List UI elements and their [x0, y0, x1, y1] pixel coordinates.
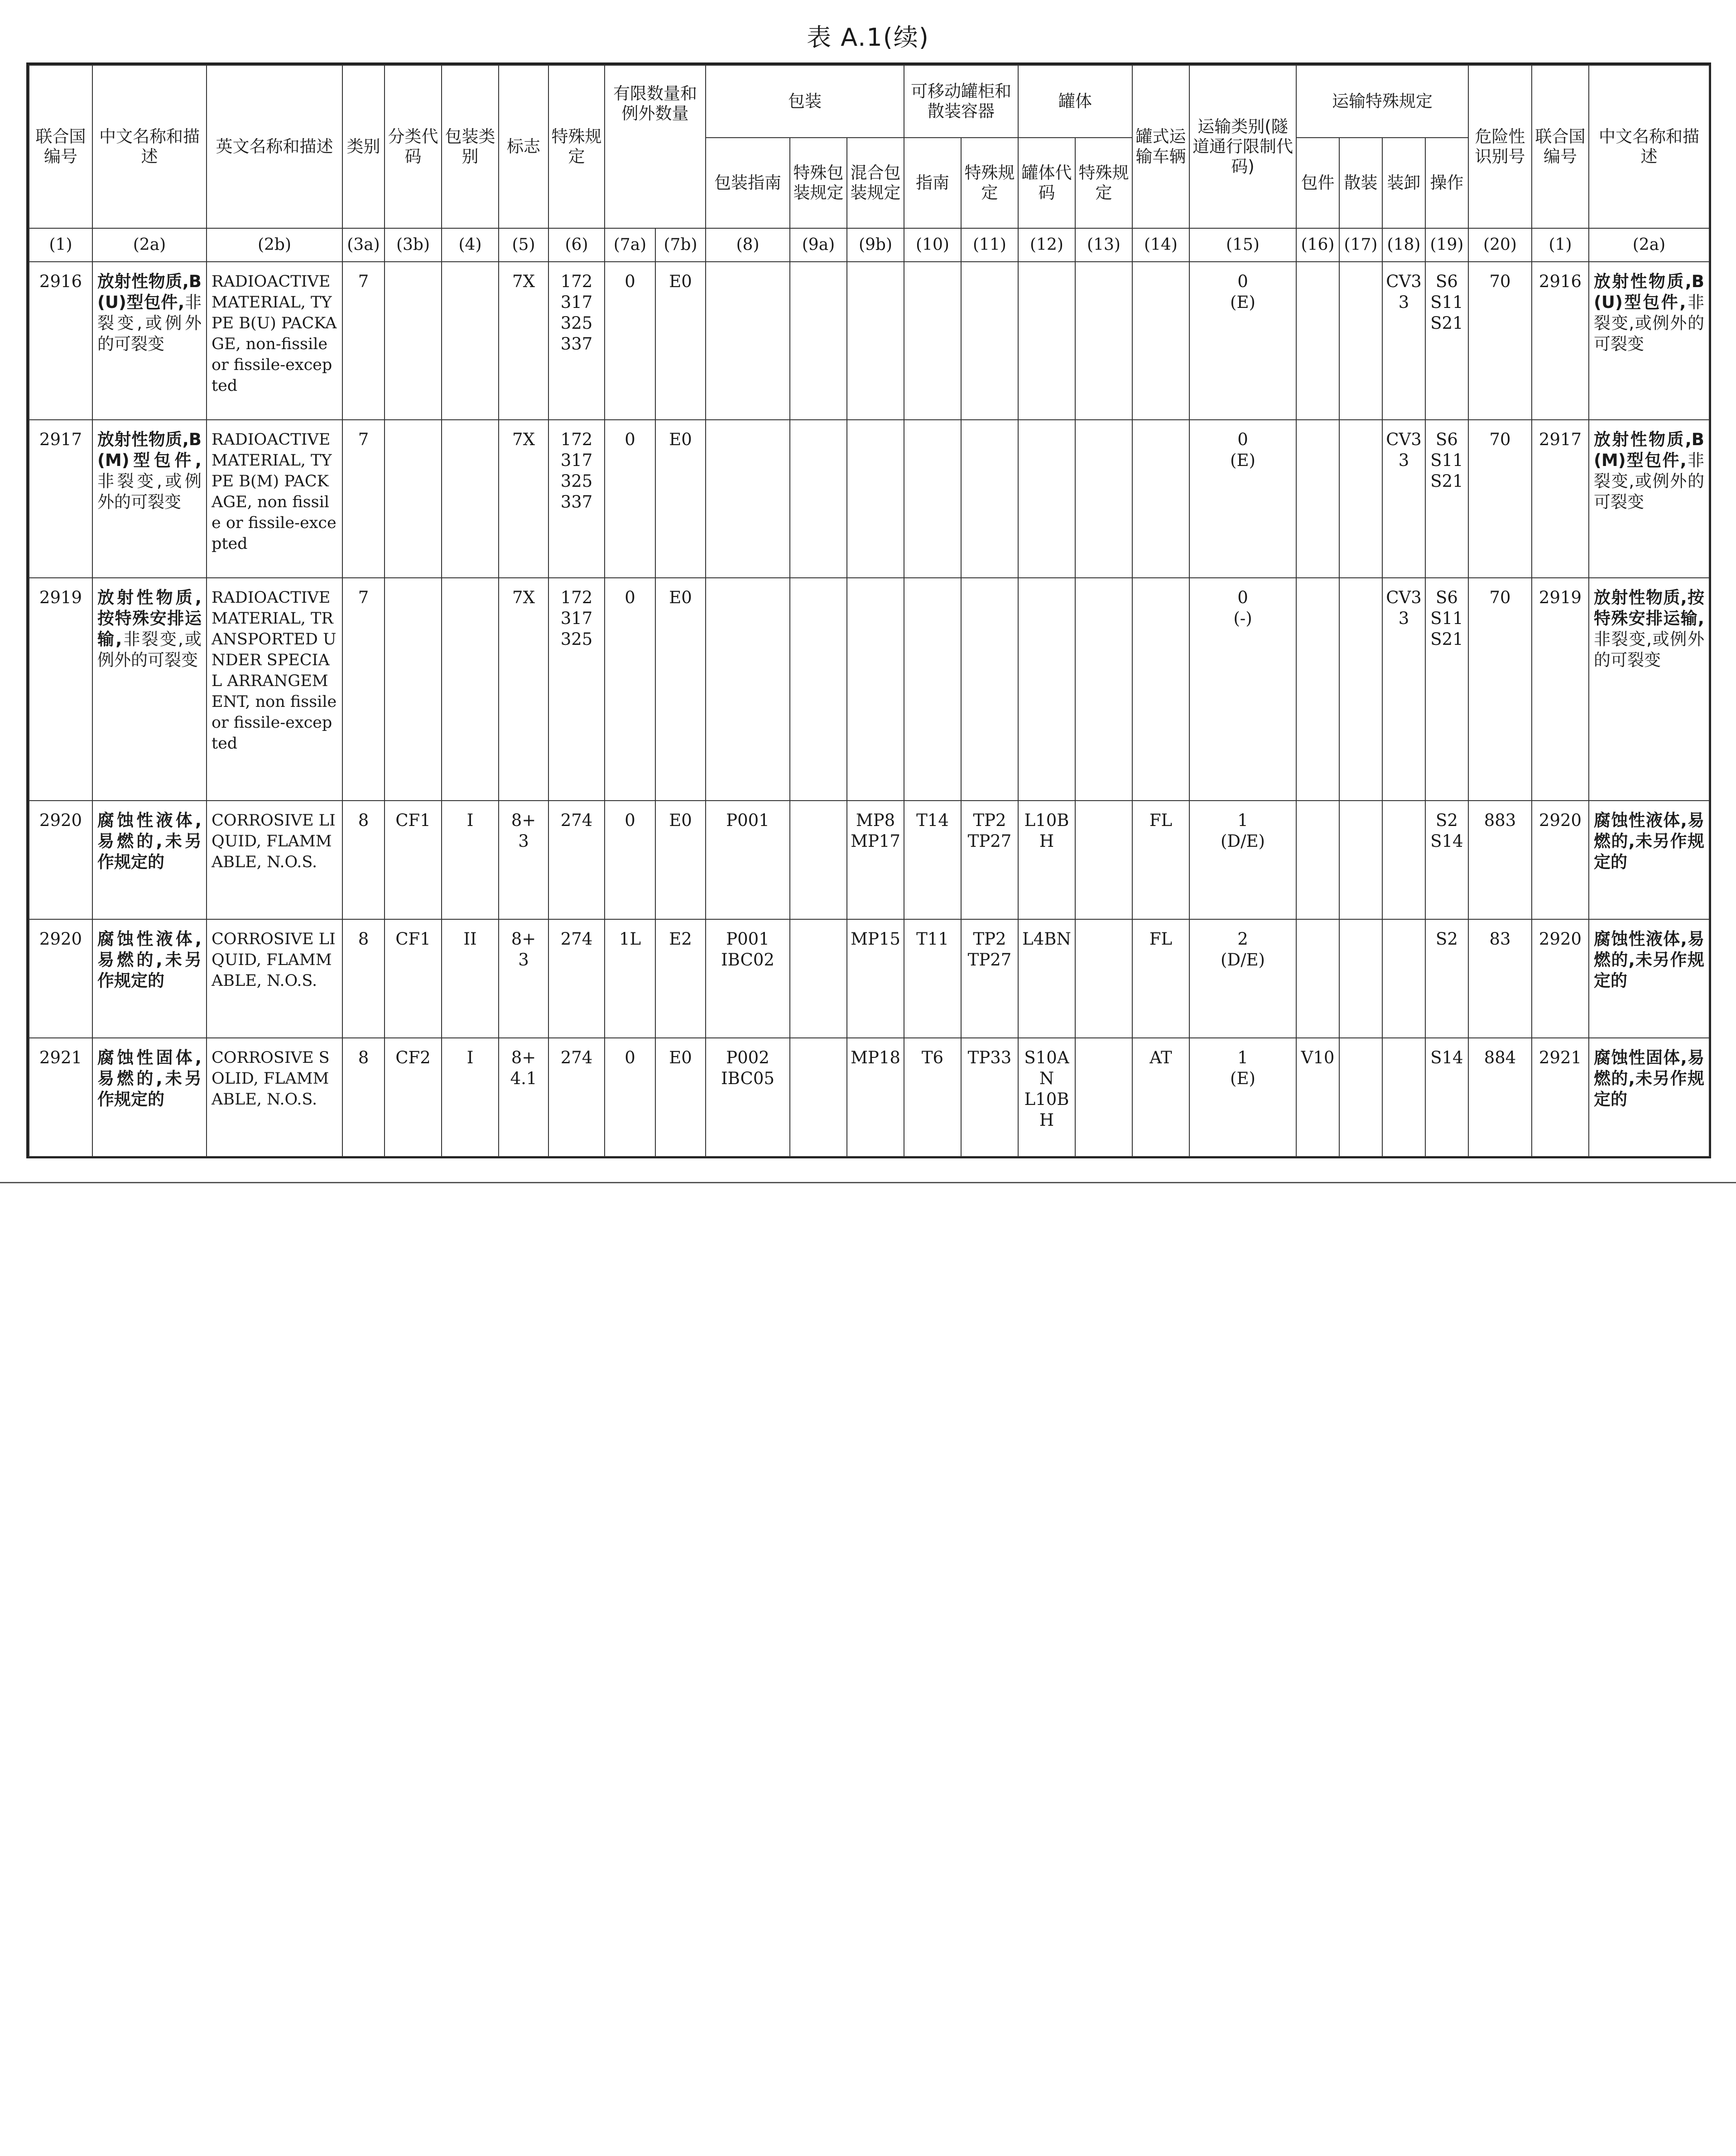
cell-c7b: E0 [655, 1038, 706, 1157]
cell-c15: 0 (E) [1189, 262, 1296, 420]
cell-c7a: 0 [605, 420, 655, 578]
cell-c13 [1075, 262, 1132, 420]
header-class-code: 分类代码 [385, 65, 442, 228]
name-zh-cell [92, 420, 207, 578]
cell-c19: S6 S11 S21 [1425, 578, 1468, 801]
cell-en: RADIOACTIVE MATERIAL, TYPE B(U) PACKAGE, non-fissile or fissile-excepted [207, 262, 342, 420]
name-zh-rest: 非裂变,或例外的可裂变 [97, 471, 202, 512]
cell-c8: P001 IBC02 [706, 919, 790, 1038]
column-number: (12) [1018, 228, 1075, 262]
cell-c10: T14 [904, 801, 961, 919]
cell-c11 [961, 578, 1018, 801]
column-number: (3a) [342, 228, 385, 262]
cell-c18: CV33 [1382, 262, 1425, 420]
name-zh-bold: 放射性物质,B(M)型包件, [97, 430, 202, 470]
column-number: (2a) [92, 228, 207, 262]
cell-c4 [442, 578, 499, 801]
cell-c6: 274 [548, 919, 605, 1038]
name-zh-right-cell [1589, 1038, 1709, 1157]
column-number: (9a) [790, 228, 847, 262]
table-row [29, 262, 1709, 420]
cell-c17 [1339, 262, 1382, 420]
table-row [29, 420, 1709, 578]
name-zh-right-cell [1589, 420, 1709, 578]
cell-c14: AT [1132, 1038, 1189, 1157]
cell-c3a: 7 [342, 262, 385, 420]
column-number: (10) [904, 228, 961, 262]
cell-c6: 274 [548, 1038, 605, 1157]
cell-c3a: 7 [342, 578, 385, 801]
cell-c17 [1339, 919, 1382, 1038]
cell-c7b: E0 [655, 578, 706, 801]
cell-c3b: CF2 [385, 1038, 442, 1157]
header-tank: 罐体 [1018, 65, 1132, 138]
cell-en: RADIOACTIVE MATERIAL, TRANSPORTED UNDER SPECIAL ARRANGEMENT, non fissile or fissile-excepted [207, 578, 342, 801]
table-row [29, 1038, 1709, 1157]
header-class: 类别 [342, 65, 385, 228]
cell-c8: P002 IBC05 [706, 1038, 790, 1157]
name-zh-rest: 非裂变,或例外的可裂变 [1594, 629, 1704, 670]
header-tank-special: 特殊规定 [1075, 138, 1132, 228]
cell-un: 2917 [29, 420, 92, 578]
header-st-loading: 装卸 [1382, 138, 1425, 228]
table-body [29, 262, 1709, 1157]
cell-c9a [790, 801, 847, 919]
cell-c18 [1382, 801, 1425, 919]
name-zh-right-cell [1589, 578, 1709, 801]
dangerous-goods-table-frame [26, 62, 1711, 1158]
page-rule [0, 1182, 1736, 1183]
cell-c8 [706, 578, 790, 801]
cell-c5: 7X [499, 578, 548, 801]
column-number: (1) [29, 228, 92, 262]
header-special-provisions: 特殊规定 [548, 65, 605, 228]
cell-c9b: MP15 [847, 919, 904, 1038]
name-zh-cell [92, 262, 207, 420]
column-number: (2b) [207, 228, 342, 262]
cell-c11: TP33 [961, 1038, 1018, 1157]
header-un-no: 联合国编号 [29, 65, 92, 228]
table-title: 表 A.1(续) [807, 23, 929, 52]
column-number: (7b) [655, 228, 706, 262]
cell-c3b: CF1 [385, 919, 442, 1038]
cell-c7b: E0 [655, 262, 706, 420]
name-zh-bold: 腐蚀性液体,易燃的,未另作规定的 [97, 929, 202, 990]
cell-c5: 7X [499, 420, 548, 578]
cell-c10: T11 [904, 919, 961, 1038]
cell-c3a: 8 [342, 919, 385, 1038]
cell-c10 [904, 420, 961, 578]
name-zh-bold: 放射性物质,B(M)型包件, [1594, 430, 1704, 470]
cell-c5: 7X [499, 262, 548, 420]
cell-c20: 883 [1468, 801, 1532, 919]
cell-c7a: 0 [605, 801, 655, 919]
column-number: (8) [706, 228, 790, 262]
cell-c4: II [442, 919, 499, 1038]
cell-un: 2920 [29, 801, 92, 919]
cell-c3b [385, 420, 442, 578]
cell-c9a [790, 919, 847, 1038]
cell-c15: 1 (E) [1189, 1038, 1296, 1157]
cell-c9b [847, 420, 904, 578]
cell-c18: CV33 [1382, 578, 1425, 801]
cell-c15: 0 (-) [1189, 578, 1296, 801]
column-number: (5) [499, 228, 548, 262]
column-number: (15) [1189, 228, 1296, 262]
header-packing-instruction: 包装指南 [706, 138, 790, 228]
cell-c16 [1296, 420, 1339, 578]
column-number: (20) [1468, 228, 1532, 262]
cell-c10 [904, 262, 961, 420]
table-row [29, 801, 1709, 919]
cell-en: CORROSIVE LIQUID, FLAMMABLE, N.O.S. [207, 801, 342, 919]
cell-c14: FL [1132, 919, 1189, 1038]
cell-c7b: E2 [655, 919, 706, 1038]
cell-c19: S6 S11 S21 [1425, 262, 1468, 420]
name-zh-right-cell [1589, 262, 1709, 420]
cell-c20: 83 [1468, 919, 1532, 1038]
cell-c14: FL [1132, 801, 1189, 919]
cell-c8: P001 [706, 801, 790, 919]
cell-c19: S6 S11 S21 [1425, 420, 1468, 578]
header-name-zh: 中文名称和描述 [92, 65, 207, 228]
cell-en: CORROSIVE LIQUID, FLAMMABLE, N.O.S. [207, 919, 342, 1038]
cell-c12: S10AN L10BH [1018, 1038, 1075, 1157]
cell-c17 [1339, 801, 1382, 919]
header-st-bulk: 散装 [1339, 138, 1382, 228]
column-number: (18) [1382, 228, 1425, 262]
cell-c20: 70 [1468, 578, 1532, 801]
cell-un: 2919 [29, 578, 92, 801]
name-zh-rest: 非裂变,或例外的可裂变 [97, 293, 202, 354]
cell-c16: V10 [1296, 1038, 1339, 1157]
cell-c11: TP2 TP27 [961, 919, 1018, 1038]
cell-c17 [1339, 420, 1382, 578]
cell-c13 [1075, 420, 1132, 578]
name-zh-rest: 非裂变,或例外的可裂变 [1594, 451, 1704, 512]
cell-c13 [1075, 1038, 1132, 1157]
header-special-packing: 特殊包装规定 [790, 138, 847, 228]
cell-c18: CV33 [1382, 420, 1425, 578]
cell-c20: 884 [1468, 1038, 1532, 1157]
cell-c3a: 8 [342, 1038, 385, 1157]
column-number: (13) [1075, 228, 1132, 262]
cell-c12 [1018, 262, 1075, 420]
cell-c15: 2 (D/E) [1189, 919, 1296, 1038]
cell-c7a: 0 [605, 1038, 655, 1157]
cell-c13 [1075, 801, 1132, 919]
header-name-en: 英文名称和描述 [207, 65, 342, 228]
cell-c6: 172 317 325 337 [548, 420, 605, 578]
name-zh-cell [92, 1038, 207, 1157]
name-zh-bold: 腐蚀性固体,易燃的,未另作规定的 [1594, 1048, 1704, 1109]
cell-c20: 70 [1468, 262, 1532, 420]
column-number: (16) [1296, 228, 1339, 262]
header-packaging: 包装 [706, 65, 904, 138]
column-number: (4) [442, 228, 499, 262]
header-limited-quantity: 有限数量和例外数量 [605, 65, 706, 228]
header-tank-vehicle: 罐式运输车辆 [1132, 65, 1189, 228]
dangerous-goods-table [29, 65, 1710, 1157]
cell-c3a: 7 [342, 420, 385, 578]
cell-c9b [847, 578, 904, 801]
cell-c13 [1075, 578, 1132, 801]
name-zh-bold: 腐蚀性液体,易燃的,未另作规定的 [1594, 929, 1704, 990]
cell-un2: 2920 [1532, 919, 1589, 1038]
column-number: (2a) [1589, 228, 1709, 262]
cell-un2: 2919 [1532, 578, 1589, 801]
cell-c9a [790, 262, 847, 420]
cell-c9a [790, 1038, 847, 1157]
cell-c14 [1132, 262, 1189, 420]
name-zh-cell [92, 578, 207, 801]
column-number: (17) [1339, 228, 1382, 262]
header-pt-instruction: 指南 [904, 138, 961, 228]
cell-c10: T6 [904, 1038, 961, 1157]
column-number: (14) [1132, 228, 1189, 262]
cell-c5: 8+ 3 [499, 801, 548, 919]
cell-c7b: E0 [655, 420, 706, 578]
cell-c16 [1296, 801, 1339, 919]
cell-c11 [961, 420, 1018, 578]
cell-c18 [1382, 919, 1425, 1038]
cell-c14 [1132, 578, 1189, 801]
cell-un2: 2921 [1532, 1038, 1589, 1157]
cell-c16 [1296, 578, 1339, 801]
header-pt-special: 特殊规定 [961, 138, 1018, 228]
column-number: (7a) [605, 228, 655, 262]
header-st-operation: 操作 [1425, 138, 1468, 228]
cell-c4 [442, 262, 499, 420]
cell-c15: 1 (D/E) [1189, 801, 1296, 919]
cell-c11 [961, 262, 1018, 420]
name-zh-rest: 非裂变,或例外的可裂变 [1594, 293, 1705, 354]
header-mixed-packing: 混合包装规定 [847, 138, 904, 228]
header-labels: 标志 [499, 65, 548, 228]
cell-c8 [706, 420, 790, 578]
cell-c11: TP2 TP27 [961, 801, 1018, 919]
header-transport-category: 运输类别(隧道通行限制代码) [1189, 65, 1296, 228]
cell-c12 [1018, 578, 1075, 801]
cell-un2: 2917 [1532, 420, 1589, 578]
column-number: (11) [961, 228, 1018, 262]
name-zh-bold: 放射性物质,按特殊安排运输, [1594, 588, 1704, 628]
cell-c12: L10BH [1018, 801, 1075, 919]
header-portable-tanks: 可移动罐柜和散装容器 [904, 65, 1018, 138]
cell-c20: 70 [1468, 420, 1532, 578]
cell-c4 [442, 420, 499, 578]
cell-c16 [1296, 919, 1339, 1038]
cell-c5: 8+ 3 [499, 919, 548, 1038]
name-zh-right-cell [1589, 919, 1709, 1038]
cell-c9b: MP8 MP17 [847, 801, 904, 919]
cell-en: RADIOACTIVE MATERIAL, TYPE B(M) PACKAGE, non fissile or fissile-excepted [207, 420, 342, 578]
column-number: (3b) [385, 228, 442, 262]
header-un-no-right: 联合国编号 [1532, 65, 1589, 228]
cell-c7a: 0 [605, 578, 655, 801]
name-zh-cell [92, 801, 207, 919]
cell-c9a [790, 578, 847, 801]
cell-un2: 2920 [1532, 801, 1589, 919]
column-number: (6) [548, 228, 605, 262]
column-number: (9b) [847, 228, 904, 262]
cell-c9b [847, 262, 904, 420]
cell-c16 [1296, 262, 1339, 420]
cell-c19: S2 [1425, 919, 1468, 1038]
cell-un: 2920 [29, 919, 92, 1038]
cell-c9b: MP18 [847, 1038, 904, 1157]
header-name-zh-right: 中文名称和描述 [1589, 65, 1709, 228]
cell-un2: 2916 [1532, 262, 1589, 420]
cell-c10 [904, 578, 961, 801]
cell-c13 [1075, 919, 1132, 1038]
name-zh-rest: 非裂变,或例外的可裂变 [97, 629, 202, 670]
cell-c18 [1382, 1038, 1425, 1157]
cell-c3b: CF1 [385, 801, 442, 919]
cell-c4: I [442, 801, 499, 919]
header-tank-code: 罐体代码 [1018, 138, 1075, 228]
cell-c4: I [442, 1038, 499, 1157]
cell-c3b [385, 262, 442, 420]
cell-c7a: 0 [605, 262, 655, 420]
name-zh-bold: 腐蚀性液体,易燃的,未另作规定的 [1594, 811, 1704, 872]
table-row [29, 919, 1709, 1038]
table-row [29, 578, 1709, 801]
cell-c3a: 8 [342, 801, 385, 919]
header-hazard-id: 危险性识别号 [1468, 65, 1532, 228]
cell-c19: S14 [1425, 1038, 1468, 1157]
name-zh-cell [92, 919, 207, 1038]
cell-c6: 172 317 325 337 [548, 262, 605, 420]
cell-c3b [385, 578, 442, 801]
cell-c6: 172 317 325 [548, 578, 605, 801]
column-number: (1) [1532, 228, 1589, 262]
cell-c7a: 1L [605, 919, 655, 1038]
column-number: (19) [1425, 228, 1468, 262]
header-st-packages: 包件 [1296, 138, 1339, 228]
cell-c15: 0 (E) [1189, 420, 1296, 578]
name-zh-bold: 放射性物质,B(U)型包件, [97, 272, 202, 312]
cell-c5: 8+ 4.1 [499, 1038, 548, 1157]
column-number-row [29, 228, 1709, 262]
cell-c19: S2 S14 [1425, 801, 1468, 919]
cell-un: 2921 [29, 1038, 92, 1157]
cell-c17 [1339, 1038, 1382, 1157]
cell-c6: 274 [548, 801, 605, 919]
cell-un: 2916 [29, 262, 92, 420]
cell-en: CORROSIVE SOLID, FLAMMABLE, N.O.S. [207, 1038, 342, 1157]
name-zh-bold: 放射性物质,按特殊安排运输, [97, 588, 202, 649]
cell-c12 [1018, 420, 1075, 578]
name-zh-bold: 放射性物质,B(U)型包件, [1594, 272, 1704, 312]
cell-c17 [1339, 578, 1382, 801]
name-zh-right-cell [1589, 801, 1709, 919]
cell-c12: L4BN [1018, 919, 1075, 1038]
cell-c14 [1132, 420, 1189, 578]
header-packing-group: 包装类别 [442, 65, 499, 228]
name-zh-bold: 腐蚀性液体,易燃的,未另作规定的 [97, 811, 202, 872]
name-zh-bold: 腐蚀性固体,易燃的,未另作规定的 [97, 1048, 202, 1109]
cell-c7b: E0 [655, 801, 706, 919]
cell-c9a [790, 420, 847, 578]
cell-c8 [706, 262, 790, 420]
header-special-transport: 运输特殊规定 [1296, 65, 1468, 138]
